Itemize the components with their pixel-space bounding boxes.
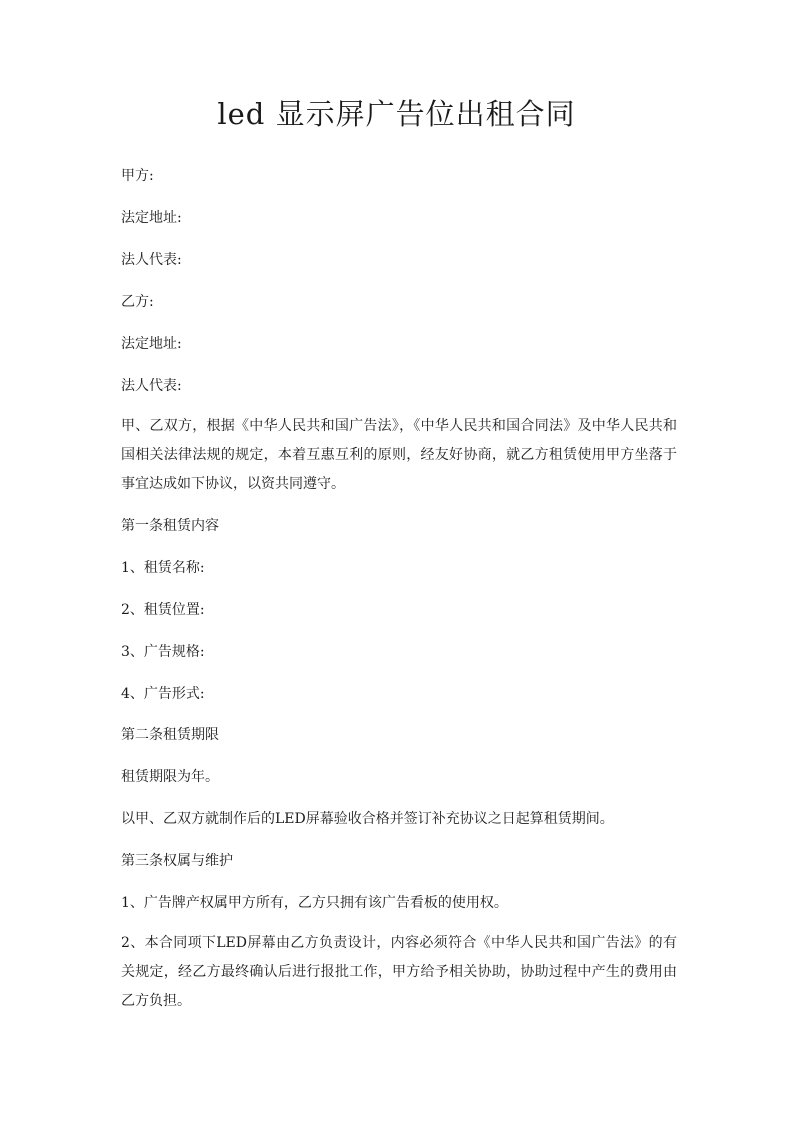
article-3-heading: 第三条权属与维护 [121, 853, 233, 869]
design-approval-clause: 2、本合同项下LED屏幕由乙方负责设计，内容必须符合《中华人民共和国广告法》的有关规定，经乙方最终确认后进行报批工作，甲方给予相关协助，协助过程中产生的费用由乙方负担。 [121, 935, 677, 1009]
lease-term-text: 租赁期限为年。 [121, 769, 219, 785]
lease-location-item: 2、租赁位置: [121, 602, 205, 618]
party-b-representative-label: 法人代表: [121, 378, 182, 394]
article-1-heading: 第一条租赁内容 [121, 518, 219, 534]
preamble-paragraph: 甲、乙双方，根据《中华人民共和国广告法》，《中华人民共和国合同法》及中华人民共和国相关法律法规的规定，本着互惠互利的原则，经友好协商，就乙方租赁使用甲方坐落于事宜达成如下协议，以资共同遵守。 [121, 418, 677, 492]
party-a-label: 甲方: [121, 168, 154, 184]
ad-specification-item: 3、广告规格: [121, 644, 205, 660]
lease-start-text: 以甲、乙双方就制作后的LED屏幕验收合格并签订补充协议之日起算租赁期间。 [121, 811, 614, 827]
article-2-heading: 第二条租赁期限 [121, 727, 219, 743]
ownership-clause: 1、广告牌产权属甲方所有，乙方只拥有该广告看板的使用权。 [121, 895, 508, 911]
party-a-address-label: 法定地址: [121, 210, 182, 226]
party-b-label: 乙方: [121, 294, 154, 310]
party-b-address-label: 法定地址: [121, 336, 182, 352]
lease-name-item: 1、租赁名称: [121, 560, 205, 576]
party-a-representative-label: 法人代表: [121, 252, 182, 268]
ad-format-item: 4、广告形式: [121, 686, 205, 702]
document-title: led 显示屏广告位出租合同 [217, 97, 576, 131]
